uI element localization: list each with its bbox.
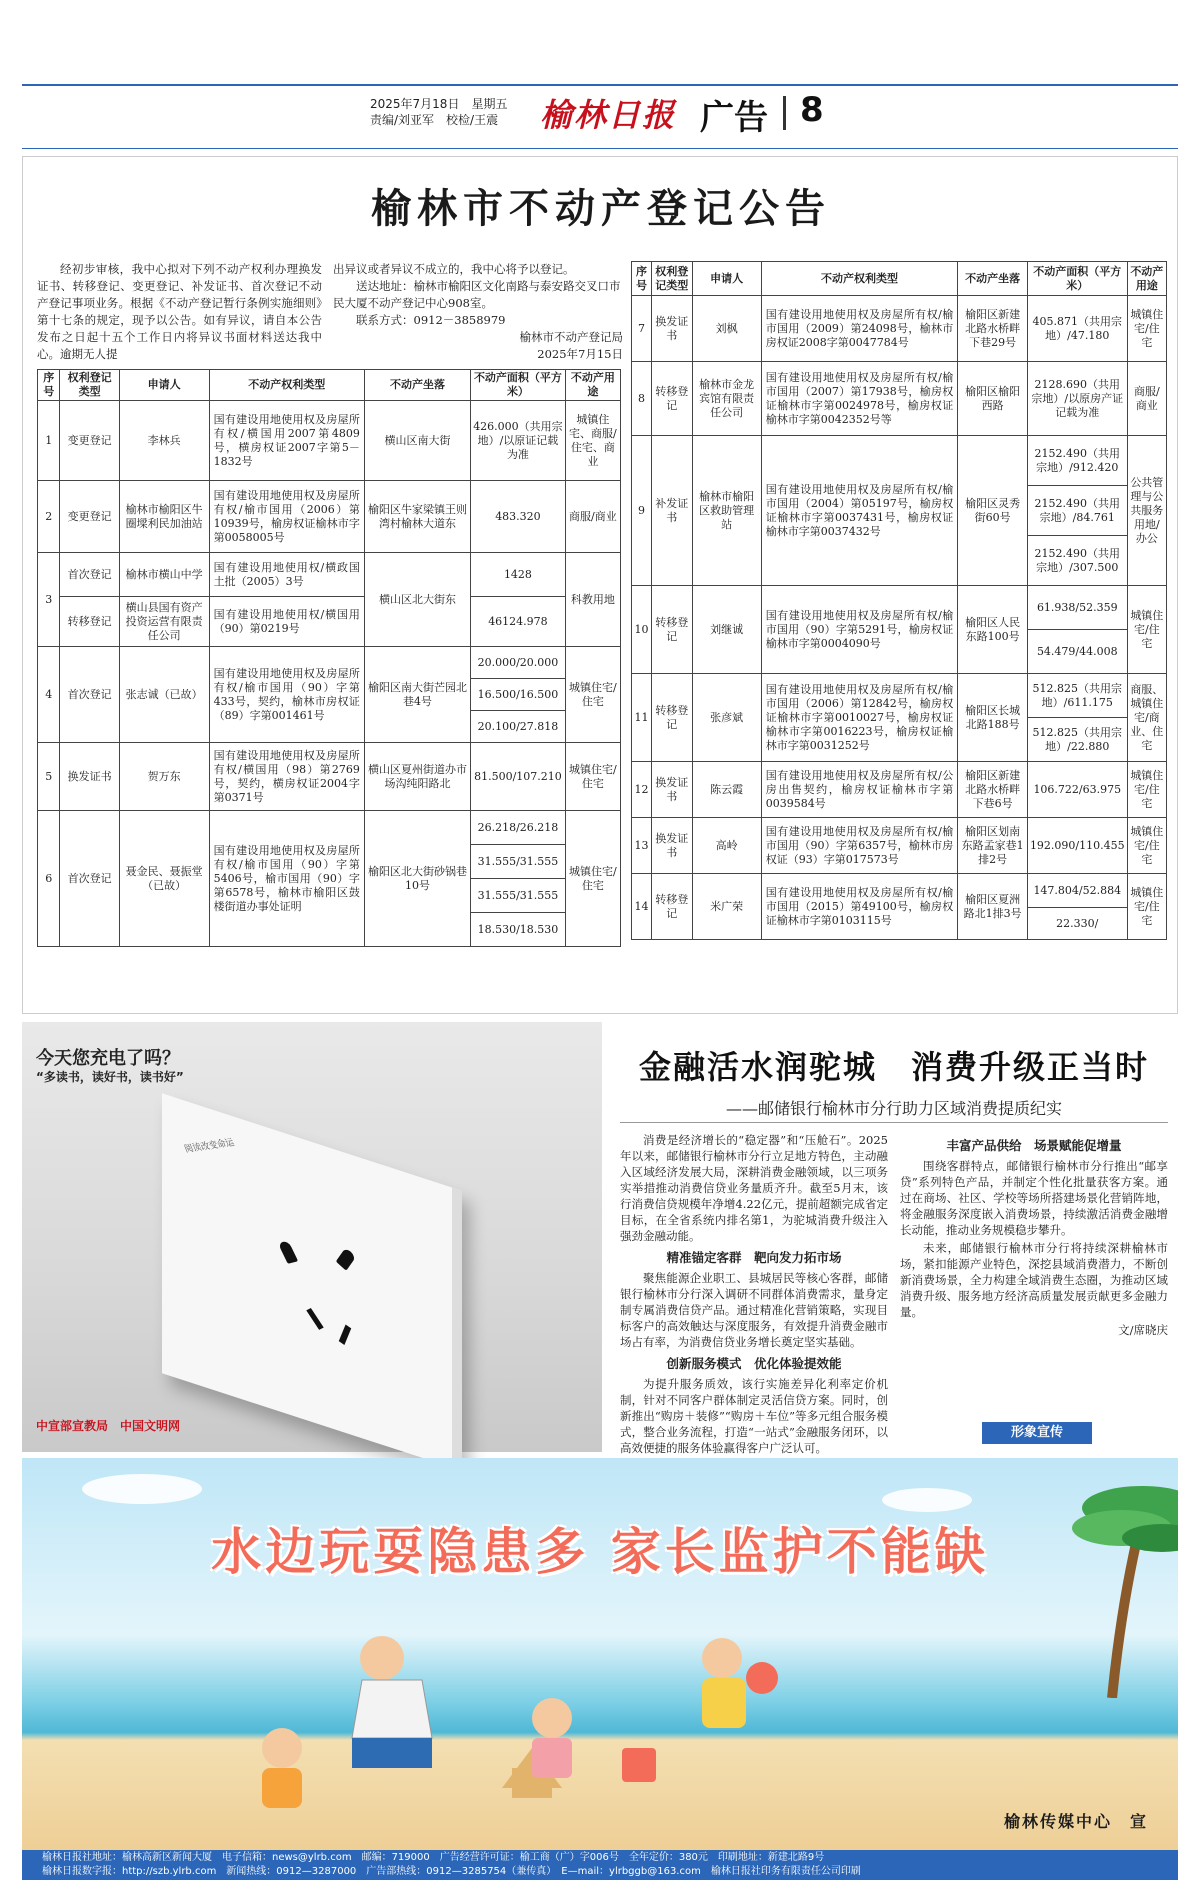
th-location: 不动产坐落 bbox=[958, 262, 1028, 296]
reading-ad-publisher: 中宣部宣教局 中国文明网 bbox=[36, 1419, 181, 1433]
promo-tag: 形象宣传 bbox=[982, 1422, 1092, 1444]
cell-type: 换发证书 bbox=[651, 818, 692, 874]
notice-intro-cont bbox=[333, 261, 623, 363]
cell-use: 科教用地 bbox=[565, 553, 620, 647]
cell-area: 2152.490（共用宗地）/84.761 bbox=[1027, 486, 1127, 536]
cell-right: 国有建设用地使用权及房屋所有权/榆市国用（2006）第12842号，榆房权证榆林市字第0010027号，榆房权证榆林市字第0016223号，榆房权证榆林市字第0031252号 bbox=[761, 674, 958, 762]
table-header-row bbox=[38, 370, 621, 401]
cell-applicant: 米广荣 bbox=[692, 874, 761, 940]
th-type: 权利登记类型 bbox=[651, 262, 692, 296]
cell-type: 首次登记 bbox=[60, 553, 119, 597]
cell-no: 8 bbox=[632, 362, 652, 436]
cell-area: 405.871（共用宗地）/47.180 bbox=[1027, 296, 1127, 362]
cell-right: 国有建设用地使用权及房屋所有权/榆市国用（90）字第5291号，榆房权证榆林市字第0004090号 bbox=[761, 586, 958, 674]
cell-area: 106.722/63.975 bbox=[1027, 762, 1127, 818]
header-rule-2 bbox=[22, 148, 1178, 149]
cell-right: 国有建设用地使用权及房屋所有权/横国用（98）第2769号，契约，横房权证2004字第0371号 bbox=[209, 743, 364, 811]
cell-applicant: 榆林市横山中学 bbox=[119, 553, 209, 597]
cell-location: 榆阳区长城北路188号 bbox=[958, 674, 1028, 762]
real-estate-notice bbox=[22, 156, 1178, 1014]
cell-type: 换发证书 bbox=[651, 762, 692, 818]
cell-area: 2152.490（共用宗地）/912.420 bbox=[1027, 436, 1127, 486]
cell-no: 1 bbox=[38, 401, 60, 481]
article-paragraph: 为提升服务质效，该行实施差异化利率定价机制，针对不同客户群体制定灵活信贷方案。同时，创新推出“购房＋装修”“购房＋车位”等多元组合服务模式，整合业务流程，打造“一站式”金融服务闭环，以高效便捷的服务体验赢得客户广泛认可。 bbox=[620, 1377, 888, 1455]
cell-area: 2152.490（共用宗地）/307.500 bbox=[1027, 536, 1127, 586]
article-subheading: 丰富产品供给 场景赋能促增量 bbox=[946, 1138, 1122, 1153]
cell-location: 榆阳区牛家梁镇王则湾村榆林大道东 bbox=[364, 481, 470, 553]
cell-right: 国有建设用地使用权/横政国土批（2005）3号 bbox=[209, 553, 364, 597]
cell-right: 国有建设用地使用权及房屋所有权/榆市国用（2006）第10939号，榆房权证榆林市字第0058005号 bbox=[209, 481, 364, 553]
cell-use: 城镇住宅、商服/住宅、商业 bbox=[565, 401, 620, 481]
th-applicant: 申请人 bbox=[119, 370, 209, 401]
notice-intro-continued: 出异议或者异议不成立的，我中心将予以登记。 bbox=[333, 262, 575, 276]
cell-applicant: 榆林市榆阳区救助管理站 bbox=[692, 436, 761, 586]
cell-location: 榆阳区划南东路孟家巷1排2号 bbox=[958, 818, 1028, 874]
cell-type: 变更登记 bbox=[60, 481, 119, 553]
cell-type: 补发证书 bbox=[651, 436, 692, 586]
editor-line: 责编/刘亚军 校检/王震 bbox=[370, 113, 499, 127]
cell-area: 22.330/ bbox=[1027, 908, 1127, 940]
cell-type: 换发证书 bbox=[651, 296, 692, 362]
table-row bbox=[632, 436, 1167, 486]
cell-location: 榆阳区灵秀街60号 bbox=[958, 436, 1028, 586]
table-row bbox=[38, 401, 621, 481]
cell-right: 国有建设用地使用权及房屋所有权/榆市国用（90）字第5406号，榆市国用（90）字第6578号，榆林市榆阳区鼓楼街道办事处证明 bbox=[209, 811, 364, 947]
cell-location: 横山区北大街东 bbox=[364, 553, 470, 647]
cell-type: 换发证书 bbox=[60, 743, 119, 811]
cell-applicant: 榆林市榆阳区牛圈墚利民加油站 bbox=[119, 481, 209, 553]
cloud bbox=[882, 1488, 972, 1512]
table-row bbox=[632, 362, 1167, 436]
cell-location: 横山区夏州街道办市场沟纯阳路北 bbox=[364, 743, 470, 811]
cell-no: 2 bbox=[38, 481, 60, 553]
article-author: 文/席晓庆 bbox=[1118, 1323, 1168, 1337]
socket-slot-icon bbox=[339, 1324, 351, 1344]
article-column-2 bbox=[900, 1132, 1168, 1338]
cell-use: 商服/商业 bbox=[1127, 362, 1166, 436]
cell-type: 转移登记 bbox=[651, 674, 692, 762]
cell-applicant: 陈云霞 bbox=[692, 762, 761, 818]
article-paragraph: 未来，邮储银行榆林市分行将持续深耕榆林市场，紧扣能源产业特色，深挖县域消费潜力，不断创新消费场景，全力构建全域消费生态圈，为推动区域消费升级、服务地方经济高质量发展贡献更多金融力量。 bbox=[900, 1241, 1168, 1319]
article-subtitle: ——邮储银行榆林市分行助力区域消费提质纪实 bbox=[725, 1099, 1062, 1118]
cell-no: 4 bbox=[38, 647, 60, 743]
cell-location: 榆阳区南大街芒园北巷4号 bbox=[364, 647, 470, 743]
ad-sponsor: 榆林传媒中心 宣 bbox=[1003, 1812, 1148, 1831]
cell-area: 426.000（共用宗地）/以原证记载为准 bbox=[471, 401, 566, 481]
cell-location: 榆阳区新建北路水桥畔下巷6号 bbox=[958, 762, 1028, 818]
cell-right: 国有建设用地使用权及房屋所有权/公房出售契约，榆房权证榆林市字第0039584号 bbox=[761, 762, 958, 818]
cell-no: 7 bbox=[632, 296, 652, 362]
cell-applicant: 张彦斌 bbox=[692, 674, 761, 762]
cell-right: 国有建设用地使用权/横国用（90）第0219号 bbox=[209, 597, 364, 647]
socket-slot-icon bbox=[306, 1308, 323, 1330]
th-use: 不动产用途 bbox=[565, 370, 620, 401]
cell-area: 61.938/52.359 bbox=[1027, 586, 1127, 630]
cell-use: 城镇住宅/住宅 bbox=[1127, 874, 1166, 940]
table-row bbox=[38, 811, 621, 845]
footer-line-2: 榆林日报数字报：http://szb.ylrb.com 新闻热线：0912—3287000 广告部热线：0912—3285754（兼传真） E—mail：ylrbggb@163.com 榆林日报社印务有限责任公司印刷 bbox=[42, 1866, 861, 1877]
cell-applicant: 高岭 bbox=[692, 818, 761, 874]
cell-type: 首次登记 bbox=[60, 811, 119, 947]
cell-type: 转移登记 bbox=[651, 362, 692, 436]
cell-location: 榆阳区北大街砂锅巷10号 bbox=[364, 811, 470, 947]
cell-use: 商服、城镇住宅/商业、住宅 bbox=[1127, 674, 1166, 762]
date-line: 2025年7月18日 星期五 bbox=[370, 97, 508, 111]
cell-area: 46124.978 bbox=[471, 597, 566, 647]
section-name: 广告 bbox=[700, 98, 768, 138]
cell-use: 公共管理与公共服务用地/办公 bbox=[1127, 436, 1166, 586]
cell-applicant: 榆林市金龙宾馆有限责任公司 bbox=[692, 362, 761, 436]
header-rule bbox=[22, 84, 1178, 86]
cell-area: 16.500/16.500 bbox=[471, 679, 566, 711]
th-location: 不动产坐落 bbox=[364, 370, 470, 401]
cell-use: 城镇住宅/住宅 bbox=[1127, 296, 1166, 362]
cell-location: 榆阳区榆阳西路 bbox=[958, 362, 1028, 436]
header-divider bbox=[783, 96, 786, 130]
th-area: 不动产面积（平方米） bbox=[1027, 262, 1127, 296]
cell-applicant: 李林兵 bbox=[119, 401, 209, 481]
cell-applicant: 刘继诚 bbox=[692, 586, 761, 674]
cell-area: 512.825（共用宗地）/611.175 bbox=[1027, 674, 1127, 718]
article-paragraph: 聚焦能源企业职工、县城居民等核心客群，邮储银行榆林市分行深入调研不同群体消费需求，量身定制专属消费信贷产品。通过精准化营销策略，实现目标客户的高效触达与深度服务，有效提升消费金融市场占有率，为消费信贷业务增长奠定坚实基础。 bbox=[620, 1271, 888, 1349]
cell-use: 城镇住宅/住宅 bbox=[565, 647, 620, 743]
cell-location: 榆阳区新建北路水桥畔下巷29号 bbox=[958, 296, 1028, 362]
th-no: 序号 bbox=[38, 370, 60, 401]
cell-area: 18.530/18.530 bbox=[471, 913, 566, 947]
notice-org: 榆林市不动产登记局 bbox=[519, 330, 623, 344]
footer-line-1: 榆林日报社地址：榆林高新区新闻大厦 电子信箱：news@ylrb.com 邮编：719000 广告经营许可证：榆工商（广）字006号 全年定价：380元 印刷地址：新建北路9号 bbox=[42, 1852, 825, 1863]
cell-area: 512.825（共用宗地）/22.880 bbox=[1027, 718, 1127, 762]
article-title: 金融活水润驼城 消费升级正当时 bbox=[638, 1048, 1149, 1086]
cell-area: 31.555/31.555 bbox=[471, 879, 566, 913]
notice-table-right bbox=[631, 261, 1167, 940]
cell-area: 31.555/31.555 bbox=[471, 845, 566, 879]
cell-type: 转移登记 bbox=[651, 874, 692, 940]
water-safety-ad bbox=[22, 1458, 1178, 1850]
table-row bbox=[38, 743, 621, 811]
socket-slot-icon bbox=[336, 1247, 356, 1270]
masthead-logo: 榆林日报 bbox=[540, 96, 677, 134]
cell-area: 483.320 bbox=[471, 481, 566, 553]
cell-area: 147.804/52.884 bbox=[1027, 874, 1127, 908]
article-paragraph: 消费是经济增长的“稳定器”和“压舱石”。2025年以来，邮储银行榆林市分行立足地方特色，主动融入区域经济发展大局，深耕消费金融领域，以三项务实举措推动消费信贷业务量质齐升。截至5月末，该行消费信贷规模年净增4.22亿元，提前超额完成省定目标，在全省系统内排名第1，为驼城消费升级注入强劲金融动能。 bbox=[620, 1133, 888, 1243]
th-use: 不动产用途 bbox=[1127, 262, 1166, 296]
cell-type: 转移登记 bbox=[60, 597, 119, 647]
cell-area: 26.218/26.218 bbox=[471, 811, 566, 845]
article-paragraph: 围绕客群特点，邮储银行榆林市分行推出“邮享贷”系列特色产品，并制定个性化批量获客方案。通过在商场、社区、学校等场所搭建场景化营销阵地，将金融服务深度嵌入消费场景，持续激活消费金融增长动能，推动业务规模稳步攀升。 bbox=[900, 1159, 1168, 1237]
socket-slot-icon bbox=[278, 1241, 298, 1264]
cell-applicant: 聂金民、聂振堂（已故） bbox=[119, 811, 209, 947]
cloud bbox=[82, 1474, 202, 1504]
reading-ad bbox=[22, 1022, 602, 1452]
book-title: 阅读改变命运 bbox=[183, 1137, 237, 1156]
cell-type: 转移登记 bbox=[651, 586, 692, 674]
th-applicant: 申请人 bbox=[692, 262, 761, 296]
cell-no: 5 bbox=[38, 743, 60, 811]
cell-no: 10 bbox=[632, 586, 652, 674]
cell-right: 国有建设用地使用权及房屋所有权/横国用2007第4809号，横房权证2007字第5－1832号 bbox=[209, 401, 364, 481]
th-area: 不动产面积（平方米） bbox=[471, 370, 566, 401]
cell-right: 国有建设用地使用权及房屋所有权/榆市国用（90）字第6357号，榆林市房权证（93）字第017573号 bbox=[761, 818, 958, 874]
cell-use: 城镇住宅/住宅 bbox=[565, 743, 620, 811]
cell-type: 首次登记 bbox=[60, 647, 119, 743]
cell-area: 192.090/110.455 bbox=[1027, 818, 1127, 874]
notice-intro: 经初步审核，我中心拟对下列不动产权利办理换发证书、转移登记、变更登记、补发证书、首次登记不动产登记事项业务。根据《不动产登记暂行条例实施细则》第十七条的规定，现予以公告。如有异议，请自本公告发布之日起十五个工作日内将异议书面材料送达我中心。逾期无人提 bbox=[37, 262, 322, 361]
cell-no: 13 bbox=[632, 818, 652, 874]
cell-no: 14 bbox=[632, 874, 652, 940]
cell-location: 榆阳区人民东路100号 bbox=[958, 586, 1028, 674]
book-illustration bbox=[162, 1093, 462, 1470]
cell-applicant: 刘枫 bbox=[692, 296, 761, 362]
cell-area: 54.479/44.008 bbox=[1027, 630, 1127, 674]
cell-use: 城镇住宅/住宅 bbox=[1127, 818, 1166, 874]
cell-right: 国有建设用地使用权及房屋所有权/榆市国用（2004）第05197号，榆房权证榆林市字第0037431号，榆房权证榆林市字第0037432号 bbox=[761, 436, 958, 586]
table-header-row bbox=[632, 262, 1167, 296]
th-right: 不动产权利类型 bbox=[209, 370, 364, 401]
notice-table-left bbox=[37, 369, 621, 947]
table-row bbox=[632, 762, 1167, 818]
cell-location: 横山区南大街 bbox=[364, 401, 470, 481]
cell-area: 81.500/107.210 bbox=[471, 743, 566, 811]
cell-use: 城镇住宅/住宅 bbox=[1127, 762, 1166, 818]
header-meta bbox=[370, 96, 507, 128]
table-row bbox=[38, 597, 621, 647]
cell-no: 12 bbox=[632, 762, 652, 818]
cell-no: 3 bbox=[38, 553, 60, 647]
page-footer bbox=[22, 1850, 1178, 1880]
cell-right: 国有建设用地使用权及房屋所有权/榆市国用（90）字第433号，契约，榆林市房权证（89）字第001461号 bbox=[209, 647, 364, 743]
cell-applicant: 贺万东 bbox=[119, 743, 209, 811]
cell-location: 榆阳区夏洲路北1排3号 bbox=[958, 874, 1028, 940]
page-number: 8 bbox=[800, 90, 824, 130]
article-column-1 bbox=[620, 1132, 888, 1458]
cell-right: 国有建设用地使用权及房屋所有权/榆市国用（2009）第24098号，榆林市房权证2008字第0047784号 bbox=[761, 296, 958, 362]
article-subheading: 创新服务模式 优化体验提效能 bbox=[666, 1356, 842, 1371]
th-no: 序号 bbox=[632, 262, 652, 296]
cell-use: 城镇住宅/住宅 bbox=[565, 811, 620, 947]
table-row bbox=[632, 874, 1167, 908]
cell-type: 变更登记 bbox=[60, 401, 119, 481]
th-type: 权利登记类型 bbox=[60, 370, 119, 401]
cell-use: 城镇住宅/住宅 bbox=[1127, 586, 1166, 674]
safety-slogan: 水边玩耍隐患多 家长监护不能缺 bbox=[211, 1523, 989, 1581]
cell-no: 9 bbox=[632, 436, 652, 586]
cell-area: 2128.690（共用宗地）/以原房产证记载为准 bbox=[1027, 362, 1127, 436]
palm-tree-icon bbox=[1032, 1458, 1178, 1698]
cell-right: 国有建设用地使用权及房屋所有权/榆市国用（2015）第49100号，榆房权证榆林市字第0103115号 bbox=[761, 874, 958, 940]
bank-article bbox=[610, 1022, 1178, 1455]
th-right: 不动产权利类型 bbox=[761, 262, 958, 296]
article-subheading: 精准锚定客群 靶向发力拓市场 bbox=[666, 1250, 842, 1265]
cell-applicant: 横山县国有资产投资运营有限责任公司 bbox=[119, 597, 209, 647]
table-row bbox=[632, 586, 1167, 630]
cell-use: 商服/商业 bbox=[565, 481, 620, 553]
table-row bbox=[632, 674, 1167, 718]
cell-applicant: 张志诚（已故） bbox=[119, 647, 209, 743]
cell-area: 20.000/20.000 bbox=[471, 647, 566, 679]
table-row bbox=[38, 481, 621, 553]
table-row bbox=[38, 553, 621, 597]
article-rule bbox=[620, 1122, 1168, 1123]
cell-area: 1428 bbox=[471, 553, 566, 597]
notice-address: 送达地址：榆林市榆阳区文化南路与泰安路交叉口市民大厦不动产登记中心908室。 bbox=[333, 279, 621, 310]
table-row bbox=[38, 647, 621, 679]
cell-no: 6 bbox=[38, 811, 60, 947]
cell-area: 20.100/27.818 bbox=[471, 711, 566, 743]
cell-right: 国有建设用地使用权及房屋所有权/榆市国用（2007）第17938号，榆房权证榆林市字第0024978号，榆房权证榆林市字第0042352号等 bbox=[761, 362, 958, 436]
table-row bbox=[632, 818, 1167, 874]
table-row bbox=[632, 296, 1167, 362]
children-playing-illustration bbox=[202, 1618, 802, 1838]
cell-no: 11 bbox=[632, 674, 652, 762]
notice-phone: 联系方式：0912－3858979 bbox=[356, 313, 506, 327]
notice-date: 2025年7月15日 bbox=[537, 347, 623, 361]
reading-ad-slogan: “多读书，读好书，读书好” bbox=[36, 1070, 184, 1084]
notice-title: 榆林市不动产登记公告 bbox=[371, 186, 831, 232]
reading-ad-question: 今天您充电了吗？ bbox=[36, 1048, 180, 1069]
